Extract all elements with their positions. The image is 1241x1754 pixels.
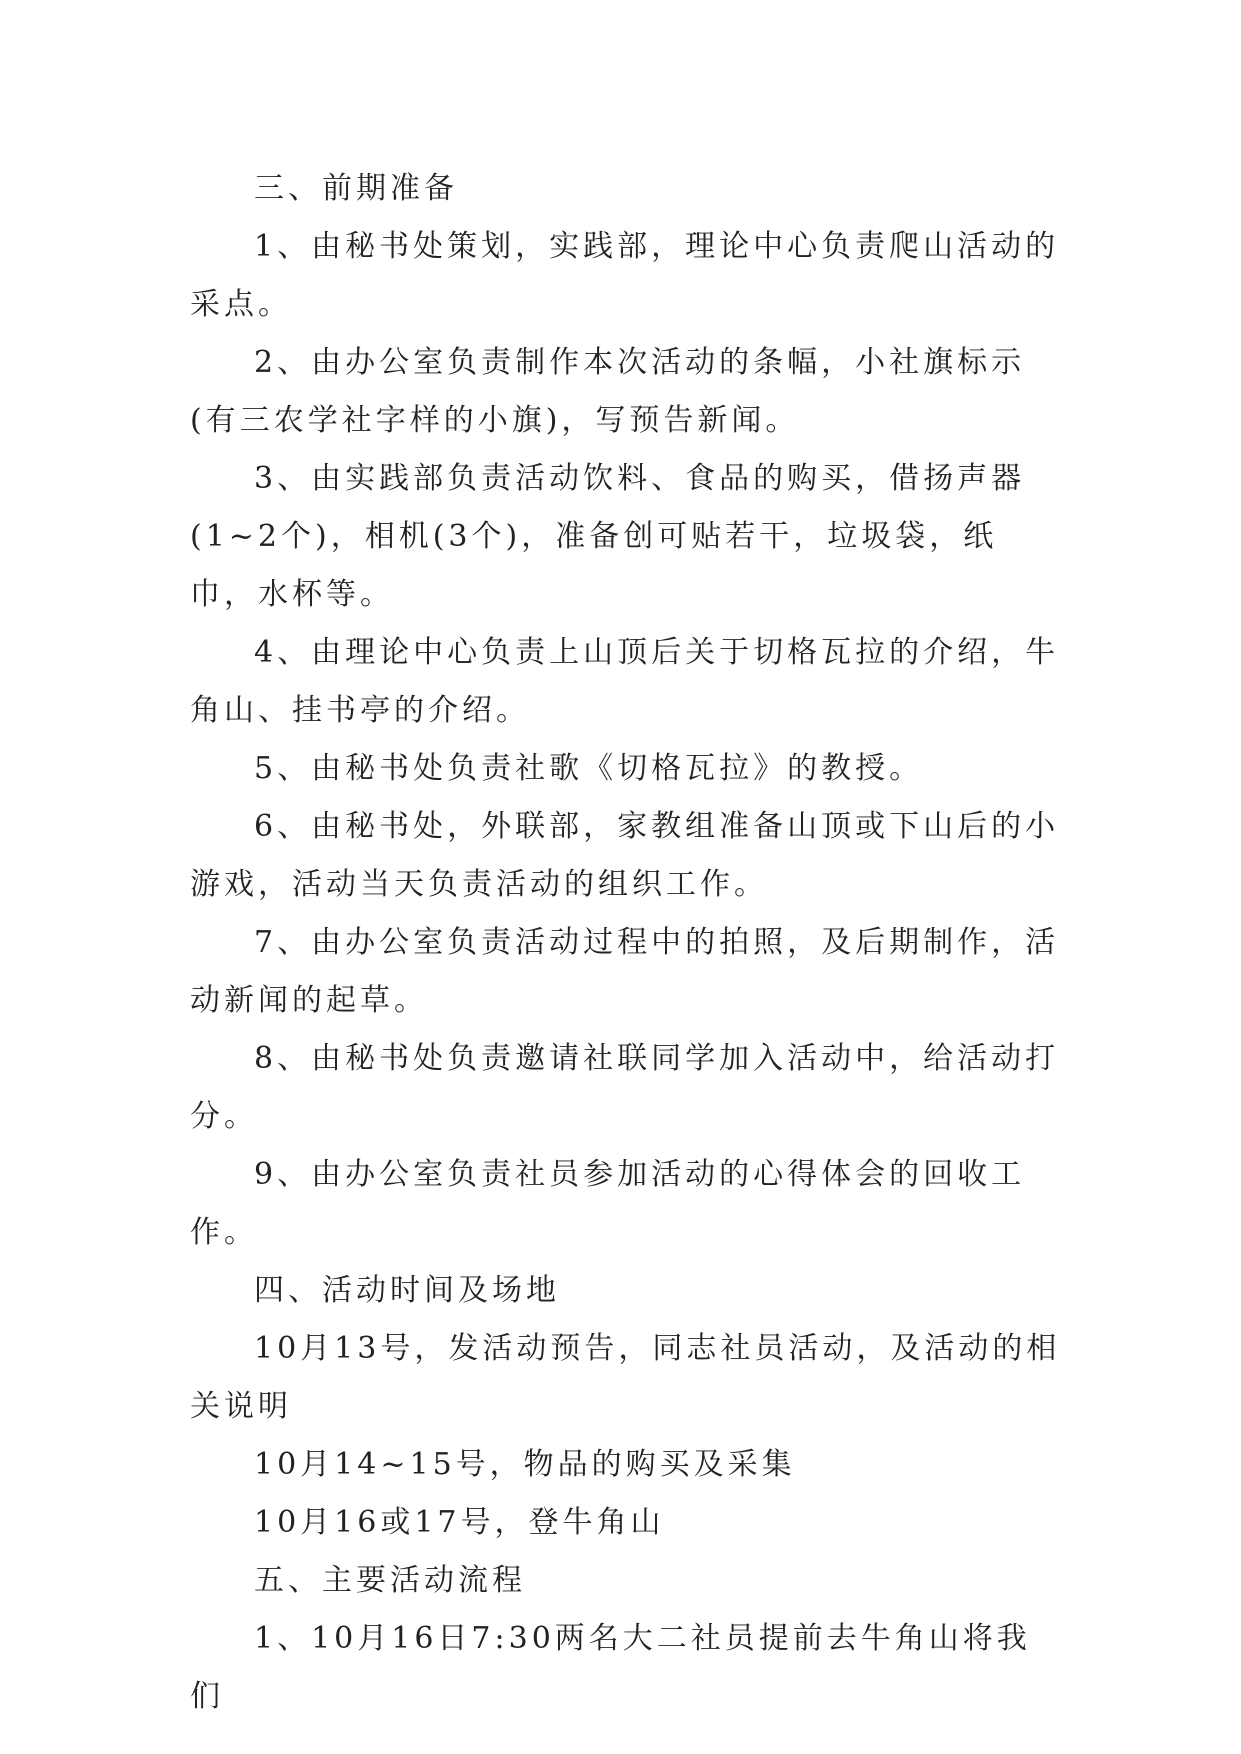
- paragraph-item-9: 9、由办公室负责社员参加活动的心得体会的回收工作。: [190, 1157, 1026, 1250]
- schedule-line-3: 10月16或17号，登牛角山: [254, 1505, 665, 1540]
- section-heading-time-venue: 四、活动时间及场地: [254, 1273, 560, 1308]
- paragraph-item-8: 8、由秘书处负责邀请社联同学加入活动中，给活动打分。: [190, 1041, 1060, 1134]
- document-body: [190, 160, 1062, 1726]
- paragraph-item-2: 2、由办公室负责制作本次活动的条幅，小社旗标示(有三农学社字样的小旗)，写预告新闻。: [190, 345, 1026, 438]
- paragraph-item-5: 5、由秘书处负责社歌《切格瓦拉》的教授。: [254, 751, 924, 786]
- paragraph-item-7: 7、由办公室负责活动过程中的拍照，及后期制作，活动新闻的起草。: [190, 925, 1060, 1018]
- paragraph-item-1: 1、由秘书处策划，实践部，理论中心负责爬山活动的采点。: [190, 229, 1060, 322]
- paragraph-item-6: 6、由秘书处，外联部，家教组准备山顶或下山后的小游戏，活动当天负责活动的组织工作。: [190, 809, 1060, 902]
- paragraph-item-4: 4、由理论中心负责上山顶后关于切格瓦拉的介绍，牛角山、挂书亭的介绍。: [190, 635, 1060, 728]
- flow-item-1: 1、10月16日7:30两名大二社员提前去牛角山将我们: [190, 1621, 1031, 1714]
- paragraph-item-3: 3、由实践部负责活动饮料、食品的购买，借扬声器(1~2个)，相机(3个)，准备创可贴若干，垃圾袋，纸巾，水杯等。: [190, 461, 1026, 612]
- section-heading-main-flow: 五、主要活动流程: [254, 1563, 526, 1598]
- schedule-line-1: 10月13号，发活动预告，同志社员活动，及活动的相关说明: [190, 1331, 1061, 1424]
- section-heading-preparation: 三、前期准备: [254, 171, 458, 206]
- schedule-line-2: 10月14~15号，物品的购买及采集: [254, 1447, 796, 1482]
